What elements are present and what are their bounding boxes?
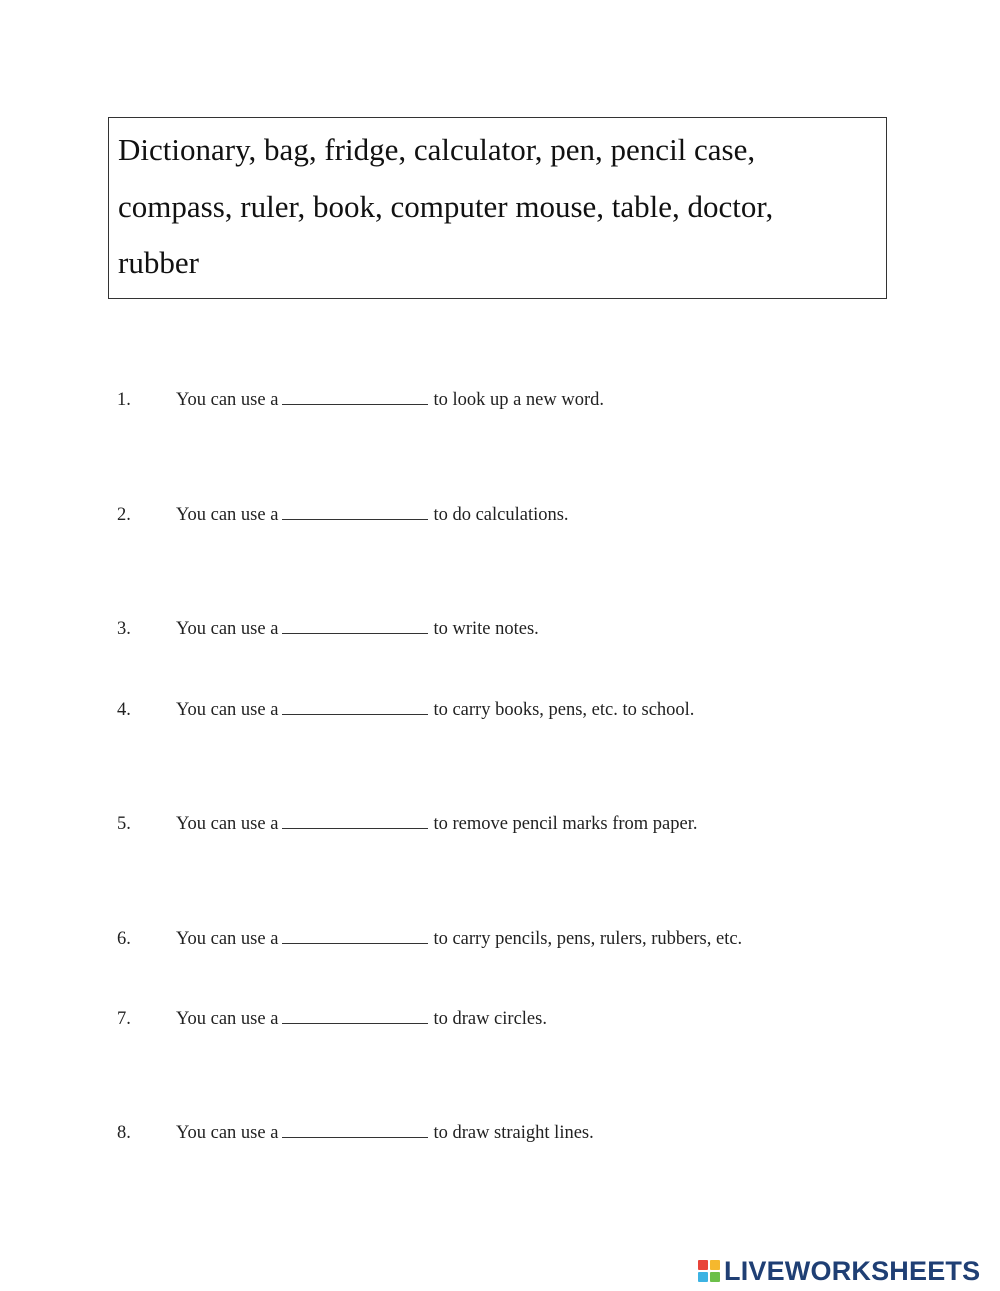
question-number: 6.	[117, 929, 131, 949]
question-number: 1.	[117, 390, 131, 410]
answer-blank[interactable]	[282, 813, 428, 829]
question-number: 8.	[117, 1123, 131, 1143]
question-prefix: You can use a	[176, 619, 279, 639]
word-bank-line: rubber	[118, 245, 199, 280]
question-prefix: You can use a	[176, 1009, 279, 1029]
question-5	[117, 812, 698, 836]
question-number: 3.	[117, 619, 131, 639]
question-suffix: to draw straight lines.	[433, 1123, 594, 1143]
mark-square-green	[710, 1272, 720, 1282]
answer-blank[interactable]	[282, 699, 428, 715]
liveworksheets-mark-icon	[698, 1260, 720, 1282]
question-3	[117, 617, 539, 641]
question-prefix: You can use a	[176, 929, 279, 949]
question-6	[117, 927, 742, 951]
word-bank-line: compass, ruler, book, computer mouse, table, doctor,	[118, 188, 774, 224]
word-bank-box	[108, 117, 887, 299]
mark-square-red	[698, 1260, 708, 1270]
question-8	[117, 1121, 594, 1145]
question-suffix: to draw circles.	[433, 1009, 547, 1029]
question-prefix: You can use a	[176, 1123, 279, 1143]
question-suffix: to remove pencil marks from paper.	[433, 814, 698, 834]
question-suffix: to carry books, pens, etc. to school.	[433, 700, 695, 720]
mark-square-blue	[698, 1272, 708, 1282]
question-2	[117, 503, 569, 527]
answer-blank[interactable]	[282, 1008, 428, 1024]
question-prefix: You can use a	[176, 814, 279, 834]
question-7	[117, 1007, 547, 1031]
answer-blank[interactable]	[282, 389, 428, 405]
question-number: 7.	[117, 1009, 131, 1029]
question-number: 5.	[117, 814, 131, 834]
question-prefix: You can use a	[176, 700, 279, 720]
mark-square-yellow	[710, 1260, 720, 1270]
question-suffix: to do calculations.	[433, 505, 569, 525]
answer-blank[interactable]	[282, 928, 428, 944]
question-suffix: to write notes.	[433, 619, 539, 639]
answer-blank[interactable]	[282, 618, 428, 634]
question-suffix: to look up a new word.	[433, 390, 605, 410]
answer-blank[interactable]	[282, 504, 428, 520]
question-number: 4.	[117, 700, 131, 720]
question-4	[117, 698, 694, 722]
logo-text: LIVEWORKSHEETS	[724, 1255, 981, 1286]
question-1	[117, 388, 604, 412]
question-prefix: You can use a	[176, 505, 279, 525]
question-number: 2.	[117, 505, 131, 525]
question-prefix: You can use a	[176, 390, 279, 410]
question-suffix: to carry pencils, pens, rulers, rubbers, etc.	[433, 929, 743, 949]
word-bank-line: Dictionary, bag, fridge, calculator, pen, pencil case,	[118, 132, 756, 167]
liveworksheets-logo[interactable]	[698, 1254, 980, 1288]
answer-blank[interactable]	[282, 1122, 428, 1138]
